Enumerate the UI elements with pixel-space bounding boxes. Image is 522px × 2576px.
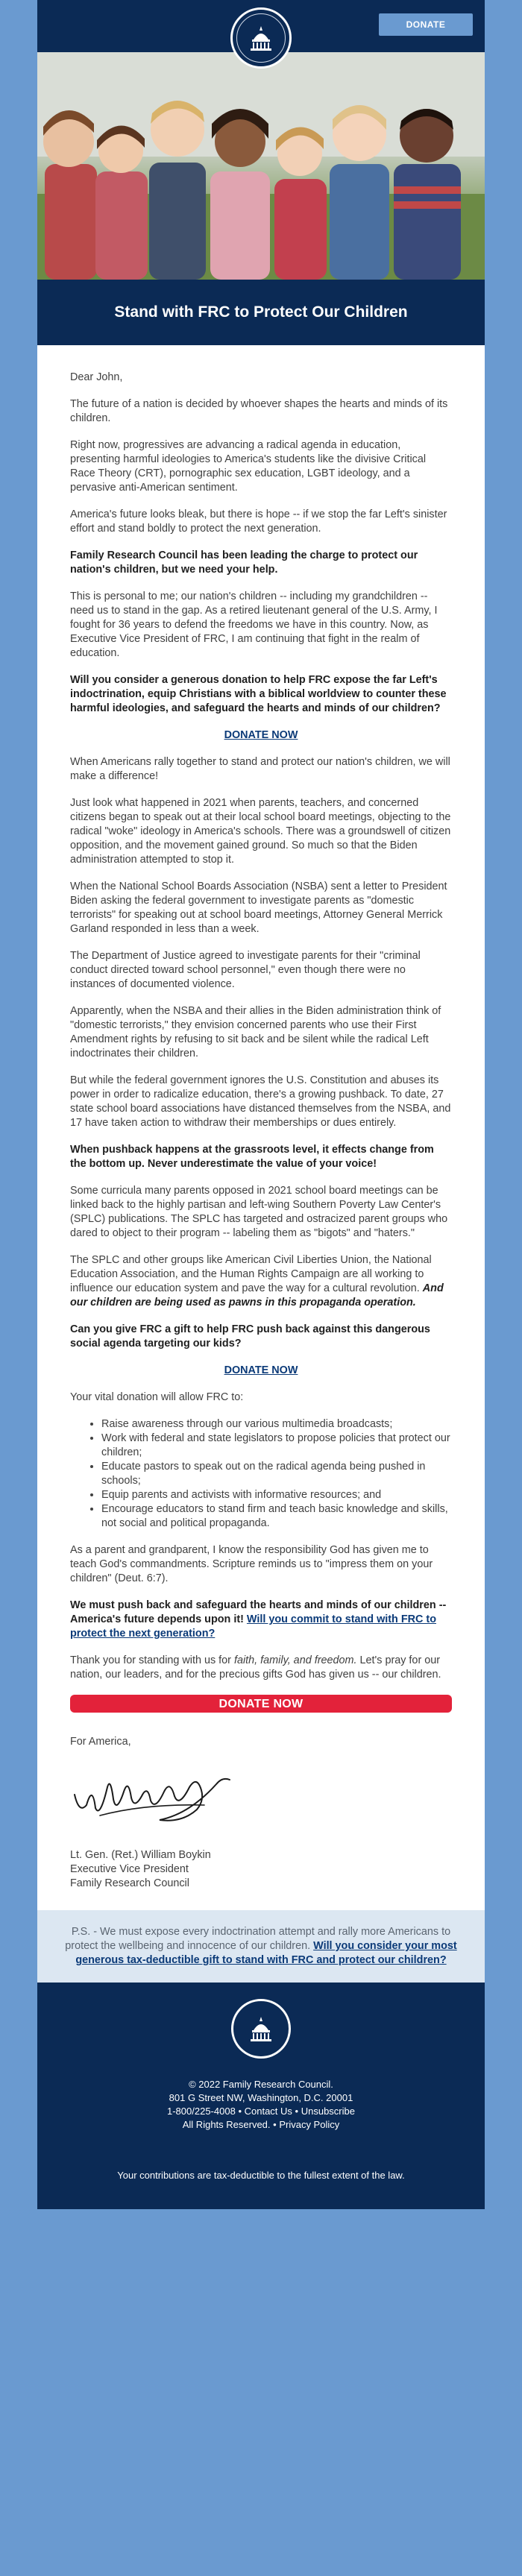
list-item: • Equip parents and activists with informative resources; and (101, 1488, 452, 1502)
paragraph (70, 1599, 452, 1641)
capitol-dome-icon (243, 2011, 279, 2047)
bold-paragraph: When pushback happens at the grassroots level, it effects change from the bottom up. Never underestimate the value of your voice! (70, 1144, 434, 1170)
paragraph: America's future looks bleak, but there is hope -- if we stop the far Left's sinister effort and stand boldly to protect the next generation. (70, 508, 447, 535)
italic-text: faith, family, and freedom. (233, 1654, 357, 1666)
page-title: Stand with FRC to Protect Our Children (114, 303, 408, 321)
ps-gift-link[interactable]: Will you consider your most generous tax-deductible gift to stand with FRC and protect our children? (75, 1940, 457, 1966)
paragraph-text: Thank you for standing with us for (70, 1654, 234, 1666)
paragraph (70, 1654, 452, 1682)
list-item: • Educate pastors to speak out on the radical agenda being pushed in schools; (101, 1460, 452, 1488)
capitol-dome-icon (243, 20, 279, 56)
bullet-separator: • (295, 2106, 301, 2117)
postscript (37, 1910, 485, 1983)
paragraph: Your vital donation will allow FRC to: (70, 1391, 244, 1403)
commit-link[interactable]: Will you commit to stand with FRC to protect the next generation? (70, 1613, 436, 1640)
list-item: • Work with federal and state legislators to propose policies that protect our children; (101, 1432, 452, 1460)
paragraph: When the National School Boards Association (NSBA) sent a letter to President Biden asking the federal government to investigate parents as "domestic terrorists" for speaking out at school board meetings, Attorney General Merrick Garland responded in less than a week. (70, 881, 447, 935)
bold-paragraph: Family Research Council has been leading the charge to protect our nation's children, but we need your help. (70, 549, 418, 576)
footer-contact-link[interactable]: Contact Us (244, 2106, 292, 2117)
closing: For America, (70, 1736, 131, 1748)
footer-links-row (60, 2105, 462, 2118)
ps-text: P.S. - We must expose every indoctrination attempt and rally more Americans to protect the wellbeing and innocence of our children. (65, 1926, 451, 1952)
paragraph: Some curricula many parents opposed in 2021 school board meetings can be linked back to the highly partisan and left-wing Southern Poverty Law Center's (SPLC) publications. The SPLC has targeted and ostracized parent groups who dared to object to their program -- labeling them as "bigots" and "haters." (70, 1185, 448, 1239)
signer-org: Family Research Council (70, 1877, 189, 1889)
paragraph: This is personal to me; our nation's children -- including my grandchildren -- need us to stand in the gap. As a retired lieutenant general of the U.S. Army, I fought for 36 years to defend the freedoms we have in this country. Now, as Executive Vice President of FRC, I am continuing that fight in the realm of education. (70, 591, 438, 659)
email-container (37, 0, 485, 2209)
paragraph: Just look what happened in 2021 when parents, teachers, and concerned citizens began to speak out at their local school board meetings, objecting to the radical "woke" ideology in America's schools. There was a groundswell of citizen opposition, and the movement gained ground. So much so that the Biden administration attempted to stop it. (70, 797, 451, 866)
header-bar (37, 0, 485, 52)
paragraph-text: Let's pray for our nation, our leaders, and for the precious gifts God has given us -- our children. (70, 1654, 441, 1681)
footer (37, 1983, 485, 2209)
donate-now-link-wrap (70, 728, 452, 743)
list-item: • Raise awareness through our various multimedia broadcasts; (101, 1417, 452, 1432)
bold-paragraph: Will you consider a generous donation to help FRC expose the far Left's indoctrination, equip Christians with a biblical worldview to counter these harmful ideologies, and safeguard the hearts and minds of our children? (70, 674, 447, 714)
paragraph (70, 1253, 452, 1310)
footer-privacy-link[interactable]: Privacy Policy (279, 2119, 340, 2130)
children-photo-illustration (37, 52, 485, 280)
footer-rights-row (60, 2118, 462, 2132)
greeting: Dear John, (70, 371, 123, 383)
donate-now-link-wrap (70, 1364, 452, 1378)
footer-tax-note: Your contributions are tax-deductible to the fullest extent of the law. (117, 2170, 405, 2181)
benefits-list (70, 1417, 452, 1531)
signer-name: Lt. Gen. (Ret.) William Boykin (70, 1849, 211, 1861)
frc-seal-logo[interactable] (230, 7, 292, 69)
footer-unsubscribe-link[interactable]: Unsubscribe (301, 2106, 355, 2117)
header-donate-button[interactable]: DONATE (379, 13, 473, 36)
handwritten-signature-image (70, 1762, 234, 1829)
footer-rights: All Rights Reserved. (182, 2119, 271, 2130)
paragraph: Apparently, when the NSBA and their allies in the Biden administration think of "domestic terrorists," they envision concerned parents who use their First Amendment rights by refusing to sit back and be silent while the radical Left indoctrinates their children. (70, 1005, 441, 1059)
paragraph-text: The SPLC and other groups like American Civil Liberties Union, the National Education Association, and the Human Rights Campaign are all working to influence our education system and pave the way for a cultural revolution. (70, 1254, 432, 1294)
signer-title: Executive Vice President (70, 1863, 189, 1875)
bold-italic-text: And our children are being used as pawns in this propaganda operation. (70, 1282, 444, 1309)
footer-address: 801 G Street NW, Washington, D.C. 20001 (169, 2092, 353, 2103)
letter-body (37, 345, 485, 1891)
bold-text: We must push back and safeguard the hearts and minds of our children -- America's future depends upon it! (70, 1599, 447, 1625)
title-banner (37, 280, 485, 345)
donate-now-link-2[interactable]: DONATE NOW (224, 1364, 298, 1376)
signature (70, 1762, 452, 1829)
bold-paragraph: Can you give FRC a gift to help FRC push back against this dangerous social agenda targeting our kids? (70, 1323, 430, 1350)
paragraph: The future of a nation is decided by whoever shapes the hearts and minds of its children. (70, 398, 448, 424)
paragraph: As a parent and grandparent, I know the responsibility God has given me to teach God's commandments. Scripture reminds us to "impress them on your children" (Deut. 6:7). (70, 1544, 433, 1584)
footer-phone[interactable]: 1-800/225-4008 (167, 2106, 236, 2117)
paragraph: Right now, progressives are advancing a radical agenda in education, presenting harmful ideologies to America's students like the divisive Critical Race Theory (CRT), pornographic sex education, LGBT ideology, and a pervasive anti-American sentiment. (70, 439, 427, 494)
donate-now-link-1[interactable]: DONATE NOW (224, 729, 298, 741)
bullet-separator: • (273, 2119, 280, 2130)
paragraph: The Department of Justice agreed to investigate parents for their "criminal conduct directed toward school personnel," even though there were no instances of documented violence. (70, 950, 421, 990)
footer-frc-seal-logo[interactable] (231, 1999, 291, 2059)
bullet-separator: • (238, 2106, 245, 2117)
donate-now-button[interactable]: DONATE NOW (70, 1695, 452, 1713)
footer-copyright: © 2022 Family Research Council. (189, 2079, 333, 2090)
paragraph: But while the federal government ignores the U.S. Constitution and abuses its power in order to radicalize education, there's a growing pushback. To date, 27 state school board associations have distanced themselves from the NSBA, and 17 have taken action to withdraw their memberships or dues entirely. (70, 1074, 451, 1129)
paragraph: When Americans rally together to stand and protect our nation's children, we will make a difference! (70, 756, 450, 782)
hero-children-photo (37, 52, 485, 280)
list-item: • Encourage educators to stand firm and teach basic knowledge and skills, not social and political propaganda. (101, 1502, 452, 1531)
